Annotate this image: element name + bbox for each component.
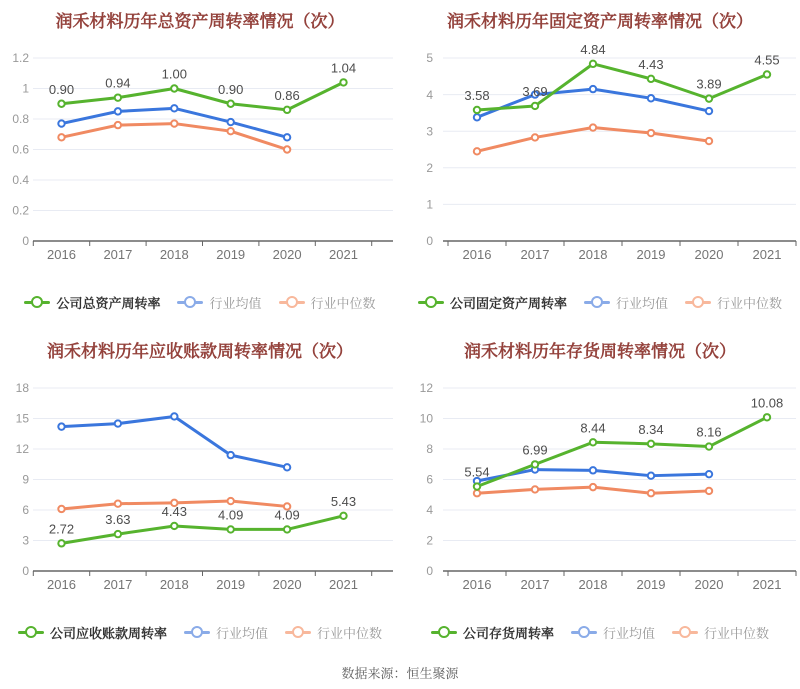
x-tick-label: 2017 <box>103 577 133 592</box>
data-label: 10.08 <box>750 395 784 411</box>
legend-line-marker-icon <box>571 626 597 638</box>
y-tick-label: 0 <box>426 564 433 579</box>
x-tick-label: 2017 <box>520 247 550 262</box>
data-label: 1.00 <box>161 66 187 82</box>
legend-label: 行业均值 <box>602 625 655 641</box>
x-tick-label: 2020 <box>272 247 302 262</box>
chart-legend <box>0 291 400 313</box>
y-tick-label: 2 <box>426 161 433 175</box>
y-tick-label: 12 <box>419 381 433 396</box>
chart-legend <box>400 291 800 313</box>
legend-item-industry-mean[interactable] <box>184 623 268 642</box>
data-point <box>706 471 712 477</box>
y-tick-label: 0.6 <box>12 142 29 157</box>
x-tick-label: 2017 <box>520 577 550 592</box>
legend-item-company-series[interactable] <box>431 623 554 642</box>
data-point <box>284 526 290 532</box>
data-point <box>474 483 480 489</box>
data-label: 8.16 <box>696 424 722 440</box>
legend-label: 公司总资产周转率 <box>56 295 161 311</box>
legend-label: 公司固定资产周转率 <box>449 295 567 311</box>
data-label: 4.84 <box>580 41 606 57</box>
y-tick-label: 12 <box>15 442 29 457</box>
x-tick-label: 2021 <box>752 577 782 592</box>
data-point <box>58 101 64 107</box>
legend-label: 行业均值 <box>209 295 262 311</box>
chart-title: 润禾材料历年存货周转率情况（次） <box>464 342 736 361</box>
data-point <box>115 500 121 506</box>
x-tick-label: 2019 <box>216 577 246 592</box>
legend-line-marker-icon <box>18 626 44 638</box>
x-tick-label: 2017 <box>103 247 133 262</box>
data-point <box>648 490 654 496</box>
y-tick-label: 1 <box>426 197 433 212</box>
x-tick-label: 2018 <box>159 577 189 592</box>
data-point <box>58 423 64 429</box>
data-label: 0.90 <box>48 81 75 97</box>
data-point <box>590 86 596 92</box>
data-source-note: 数据来源：恒生聚源 <box>341 666 459 681</box>
series-line-0 <box>62 82 344 109</box>
receivables-turnover-plot <box>0 330 400 660</box>
data-point <box>590 484 596 490</box>
inventory-turnover-plot <box>400 330 800 660</box>
y-tick-label: 6 <box>426 472 433 487</box>
legend-line-marker-icon <box>431 626 457 638</box>
data-point <box>115 531 121 537</box>
series-line-0 <box>477 64 767 110</box>
y-tick-label: 0 <box>426 234 433 249</box>
legend-item-industry-mean[interactable] <box>177 293 261 312</box>
y-tick-label: 1.2 <box>12 51 29 66</box>
data-label: 4.43 <box>638 56 664 72</box>
data-label: 2.72 <box>48 521 75 537</box>
y-tick-label: 5 <box>426 51 433 66</box>
data-label: 5.54 <box>464 464 490 480</box>
data-point <box>171 85 177 91</box>
legend-line-marker-icon <box>672 626 698 638</box>
y-tick-label: 0.2 <box>12 203 29 218</box>
y-tick-label: 1 <box>22 81 29 96</box>
data-point <box>590 61 596 67</box>
data-label: 4.09 <box>274 507 300 523</box>
chart-legend <box>0 621 400 643</box>
x-tick-label: 2020 <box>272 577 302 592</box>
data-label: 0.86 <box>274 87 300 103</box>
legend-line-marker-icon <box>177 296 203 308</box>
legend-item-industry-median[interactable] <box>685 293 782 312</box>
data-point <box>58 540 64 546</box>
data-point <box>706 138 712 144</box>
legend-item-company-series[interactable] <box>418 293 567 312</box>
legend-line-marker-icon <box>584 296 610 308</box>
chart-receivables-turnover <box>0 330 400 660</box>
data-point <box>340 513 346 519</box>
data-point <box>171 105 177 111</box>
legend-item-industry-median[interactable] <box>279 293 376 312</box>
legend-label: 行业中位数 <box>704 625 770 641</box>
chart-title: 润禾材料历年固定资产周转率情况（次） <box>447 12 753 31</box>
data-point <box>474 114 480 120</box>
y-tick-label: 15 <box>15 411 29 426</box>
chart-fixed-asset-turnover <box>400 0 800 330</box>
legend-item-industry-mean[interactable] <box>584 293 668 312</box>
legend-label: 行业中位数 <box>317 625 383 641</box>
data-point <box>474 148 480 154</box>
data-point <box>58 506 64 512</box>
legend-line-marker-icon <box>418 296 444 308</box>
x-tick-label: 2021 <box>329 577 358 592</box>
x-tick-label: 2019 <box>636 247 666 262</box>
chart-title: 润禾材料历年总资产周转率情况（次） <box>55 12 345 31</box>
data-point <box>532 461 538 467</box>
y-tick-label: 3 <box>426 124 433 139</box>
y-tick-label: 2 <box>426 533 433 548</box>
chart-inventory-turnover <box>400 330 800 660</box>
legend-label: 行业中位数 <box>717 295 783 311</box>
data-point <box>706 443 712 449</box>
y-tick-label: 0 <box>22 234 29 249</box>
x-tick-label: 2018 <box>159 247 189 262</box>
data-point <box>171 120 177 126</box>
data-point <box>648 95 654 101</box>
data-label: 8.44 <box>580 420 606 436</box>
data-label: 8.34 <box>638 421 664 437</box>
data-point <box>474 107 480 113</box>
data-point <box>171 523 177 529</box>
legend-label: 公司应收账款周转率 <box>49 625 167 641</box>
chart-title: 润禾材料历年应收账款周转率情况（次） <box>47 342 353 361</box>
legend-line-marker-icon <box>184 626 210 638</box>
fixed-asset-turnover-plot <box>400 0 800 330</box>
series-line-0 <box>477 417 767 486</box>
y-tick-label: 10 <box>419 411 433 426</box>
legend-label: 行业中位数 <box>310 295 376 311</box>
data-point <box>648 441 654 447</box>
data-point <box>171 413 177 419</box>
y-tick-label: 0.4 <box>12 173 29 188</box>
data-point <box>58 120 64 126</box>
data-point <box>590 124 596 130</box>
data-point <box>590 467 596 473</box>
data-point <box>284 146 290 152</box>
data-label: 3.89 <box>696 76 722 92</box>
legend-label: 行业均值 <box>215 625 268 641</box>
data-label: 0.90 <box>218 81 244 97</box>
y-tick-label: 18 <box>15 381 29 396</box>
chart-total-asset-turnover <box>0 0 400 330</box>
data-point <box>532 486 538 492</box>
legend-item-industry-median[interactable] <box>285 623 382 642</box>
y-tick-label: 4 <box>426 87 433 102</box>
data-label: 4.43 <box>161 503 187 519</box>
data-point <box>648 472 654 478</box>
x-tick-label: 2020 <box>694 577 724 592</box>
data-point <box>58 134 64 140</box>
series-line-1 <box>62 416 288 467</box>
legend-line-marker-icon <box>285 626 311 638</box>
data-point <box>532 134 538 140</box>
data-point <box>228 119 234 125</box>
data-label: 4.09 <box>218 507 244 523</box>
data-label: 1.04 <box>330 60 357 76</box>
y-tick-label: 4 <box>426 503 433 518</box>
data-point <box>764 71 770 77</box>
data-point <box>228 526 234 532</box>
data-label: 6.99 <box>522 442 548 458</box>
y-tick-label: 8 <box>426 442 433 457</box>
legend-item-company-series[interactable] <box>24 293 160 312</box>
x-tick-label: 2021 <box>329 247 358 262</box>
legend-line-marker-icon <box>24 296 50 308</box>
y-tick-label: 6 <box>22 503 29 518</box>
legend-item-company-series[interactable] <box>18 623 167 642</box>
y-tick-label: 0 <box>22 564 29 579</box>
x-tick-label: 2019 <box>636 577 666 592</box>
data-label: 5.43 <box>330 493 357 509</box>
data-point <box>532 103 538 109</box>
x-tick-label: 2020 <box>694 247 724 262</box>
x-tick-label: 2016 <box>47 247 76 262</box>
x-tick-label: 2021 <box>752 247 782 262</box>
y-tick-label: 3 <box>22 533 29 548</box>
series-line-1 <box>477 89 709 117</box>
data-point <box>340 79 346 85</box>
data-point <box>228 101 234 107</box>
x-tick-label: 2018 <box>578 577 608 592</box>
legend-line-marker-icon <box>685 296 711 308</box>
x-tick-label: 2016 <box>462 247 492 262</box>
y-tick-label: 9 <box>22 472 29 487</box>
chart-legend <box>400 621 800 643</box>
data-point <box>706 95 712 101</box>
data-point <box>706 108 712 114</box>
total-asset-turnover-plot <box>0 0 400 330</box>
data-point <box>228 498 234 504</box>
data-point <box>115 122 121 128</box>
data-point <box>474 490 480 496</box>
data-point <box>648 130 654 136</box>
data-point <box>648 76 654 82</box>
data-point <box>115 108 121 114</box>
y-tick-label: 0.8 <box>12 112 29 127</box>
legend-label: 行业均值 <box>615 295 668 311</box>
legend-label: 公司存货周转率 <box>462 625 554 641</box>
data-point <box>228 452 234 458</box>
data-label: 3.63 <box>105 512 131 528</box>
data-point <box>115 420 121 426</box>
x-tick-label: 2019 <box>216 247 246 262</box>
data-point <box>284 464 290 470</box>
data-point <box>284 107 290 113</box>
data-label: 3.58 <box>464 87 490 103</box>
data-point <box>590 439 596 445</box>
data-point <box>228 128 234 134</box>
data-label: 3.69 <box>522 83 548 99</box>
legend-line-marker-icon <box>279 296 305 308</box>
data-point <box>764 414 770 420</box>
x-tick-label: 2016 <box>462 577 492 592</box>
x-tick-label: 2018 <box>578 247 608 262</box>
data-label: 4.55 <box>754 52 780 68</box>
x-tick-label: 2016 <box>47 577 76 592</box>
legend-item-industry-median[interactable] <box>672 623 769 642</box>
data-label: 0.94 <box>105 75 131 91</box>
data-point <box>115 94 121 100</box>
data-point <box>284 134 290 140</box>
data-point <box>706 488 712 494</box>
series-line-0 <box>62 516 344 544</box>
legend-item-industry-mean[interactable] <box>571 623 655 642</box>
